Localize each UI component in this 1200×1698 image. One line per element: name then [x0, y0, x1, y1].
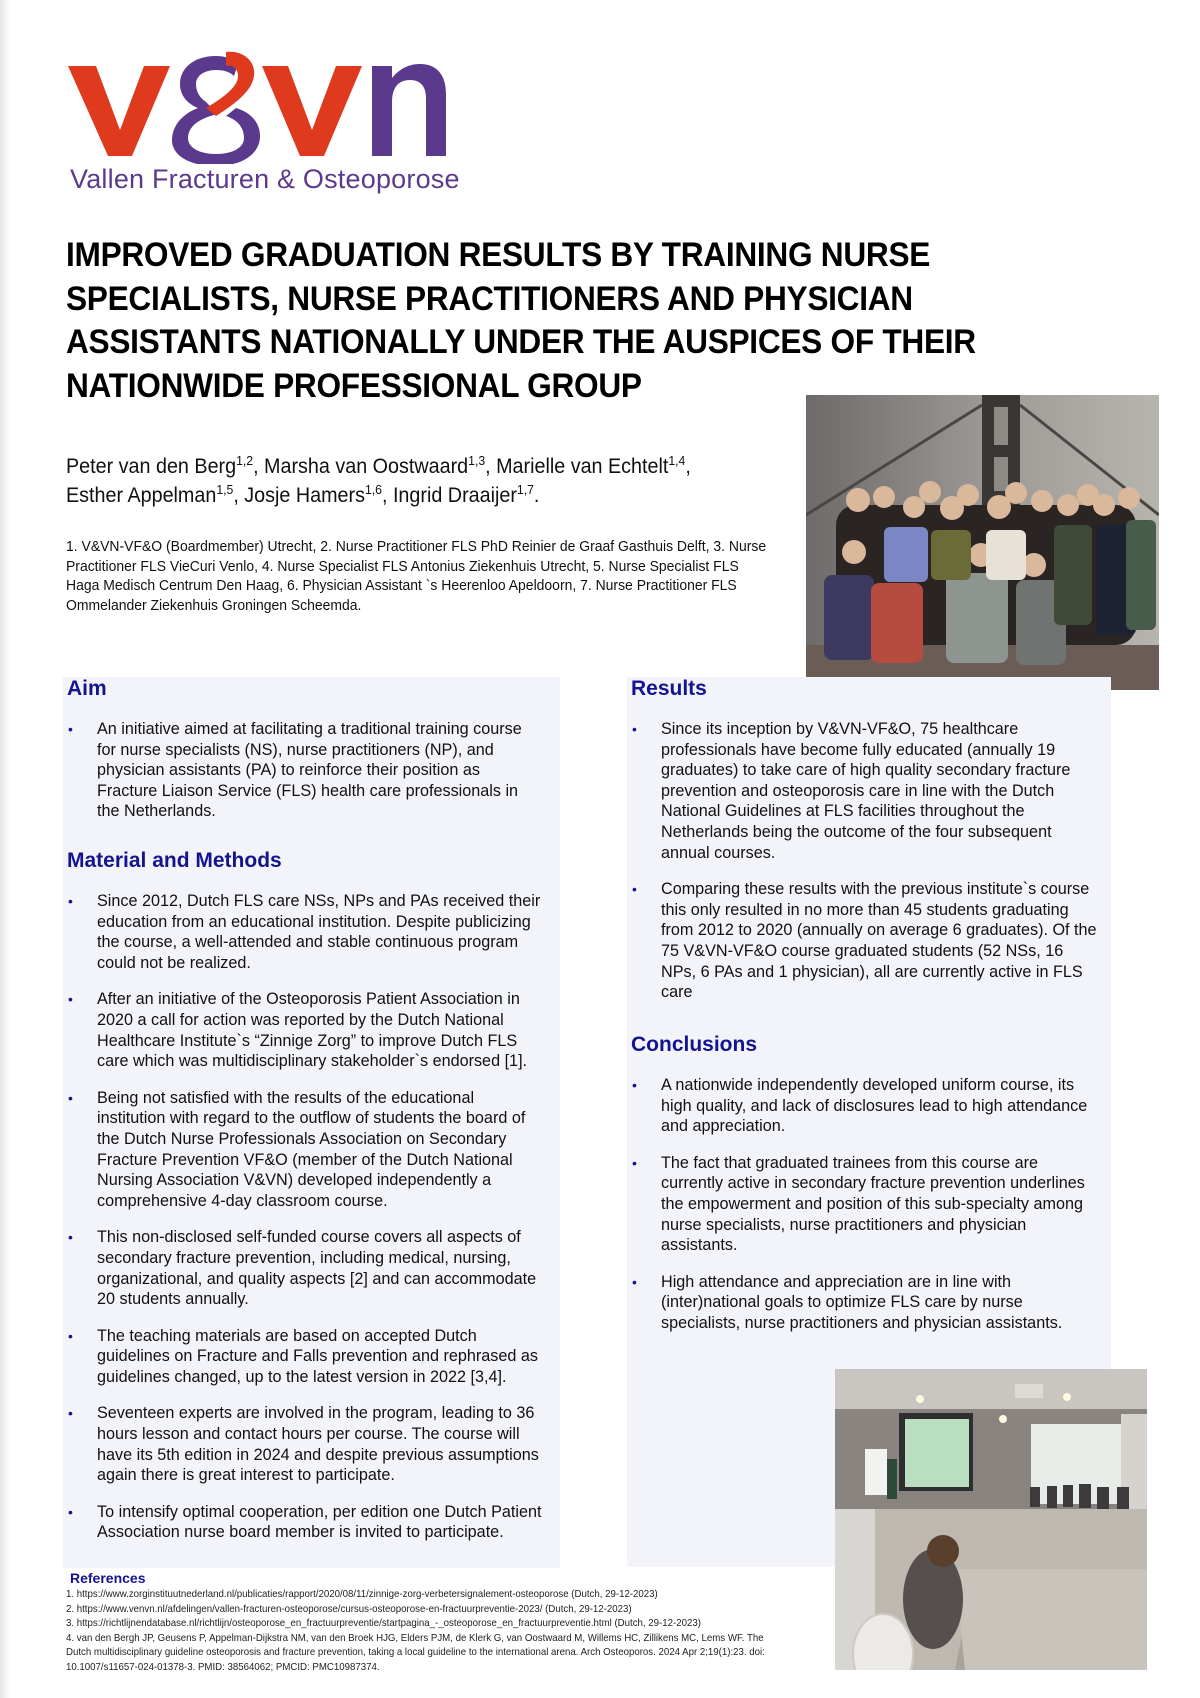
reference-item: 2. https://www.venvn.nl/afdelingen/vallen-fracturen-osteoporose/cursus-osteoporose-en-fractuurpreventie-2023/ (Dutch, 29-12-2023) [66, 1603, 632, 1615]
vvn-logo-mark [66, 44, 446, 164]
bullet-icon: • [68, 893, 73, 909]
list-item: • This non-disclosed self-funded course covers all aspects of secondary fracture prevention, including medical, nursing, organizational, and quality aspects [2] and can accommodate 20 students annually. [68, 1228, 537, 1309]
list-item: • The teaching materials are based on accepted Dutch guidelines on Fracture and Falls prevention and rephrased as guidelines changed, up to the latest version in 2022 [3,4]. [68, 1326, 538, 1386]
poster-title: IMPROVED GRADUATION RESULTS BY TRAINING NURSE SPECIALISTS, NURSE PRACTITIONERS AND PHYSICIAN ASSISTANTS NATIONALLY UNDER THE AUSPICES OF THEIR NATIONWIDE PROFESSIONAL GROUP [66, 236, 976, 405]
vvn-logo [66, 44, 526, 204]
logo-letter-n [372, 64, 446, 156]
methods-heading: Material and Methods [67, 849, 282, 872]
author: Ingrid Draaijer$^{1,7}$. [392, 482, 540, 507]
list-item: • A nationwide independently developed uniform course, its high quality, and lack of disclosures lead to high attendance and appreciation. [632, 1076, 1088, 1136]
bullet-icon: • [632, 1077, 637, 1093]
affiliations: 1. V&VN-VF&O (Boardmember) Utrecht, 2. Nurse Practitioner FLS PhD Reinier de Graaf Gasthuis Delft, 3. Nurse Practitioner FLS VieCuri Venlo, 4. Nurse Specialist FLS Antonius Ziekenhuis Utrecht, 5. Nurse Specialist FLS Haga Medisch Centrum Den Haag, 6. Physician Assistant `s Heerenloo Apeldoorn, 7. Nurse Practitioner FLS Ommelander Ziekenhuis Groningen Scheemda. [66, 538, 767, 614]
author: Josje Hamers$^{1,6}$, [244, 482, 393, 507]
results-bullets [631, 719, 1101, 1019]
list-item: • Since 2012, Dutch FLS care NSs, NPs and PAs received their education from an educational institution. Despite publicizing the course, a well-attended and stable continuous program could not be realized. [68, 892, 541, 972]
conclusions-heading: Conclusions [631, 1033, 758, 1056]
bullet-icon: • [68, 1089, 73, 1106]
list-item: • Seventeen experts are involved in the program, leading to 36 hours lesson and contact hours per course. The course will have its 5th edition in 2024 and despite previous assumptions again there is great interest to participate. [68, 1404, 539, 1485]
bullet-icon: • [632, 721, 637, 737]
reference-item: 4. van den Bergh JP, Geusens P, Appelman-Dijkstra NM, van den Broek HJG, Elders PJM, de Klerk G, van Oostwaard M, Willems HC, Zillikens MC, Lems WF. The Dutch multidisciplinary guideline osteoporosis and fracture prevention, taking a local guideline to the international arena. Arch Osteoporos. 2024 Apr 2;19(1):23. doi: 10.1007/s11657-024-01378-3. PMID: 38564062; PMCID: PMC10987374. [66, 1632, 765, 1673]
references [66, 1570, 786, 1676]
page-edge-shadow [0, 0, 10, 1698]
author: Marielle van Echtelt$^{1,4}$, [496, 453, 691, 478]
author-list [66, 452, 780, 510]
list-item: • To intensify optimal cooperation, per edition one Dutch Patient Association nurse board member is invited to participate. [68, 1502, 542, 1542]
author: Marsha van Oostwaard$^{1,3}$, [264, 453, 497, 478]
references-list [66, 1588, 786, 1676]
left-panel [63, 677, 560, 1568]
list-item: • The fact that graduated trainees from this course are currently active in secondary fracture prevention underlines the empowerment and position of this sub-specialty among nurse specialists, nurse practitioners and physician assistants. [632, 1153, 1085, 1255]
list-item: • After an initiative of the Osteoporosis Patient Association in 2020 a call for action was reported by the Dutch National Healthcare Institute`s “Zinnige Zorg” to improve Dutch FLS care which was multidisciplinary stakeholder`s endorsed [1]. [68, 990, 528, 1071]
author: Esther Appelman$^{1,5}$, [66, 482, 245, 507]
list-item: • High attendance and appreciation are in line with (inter)national goals to optimize FLS care by nurse specialists, nurse practitioners and physician assistants. [632, 1272, 1063, 1332]
bullet-icon: • [68, 1503, 73, 1520]
bullet-icon: • [632, 1273, 637, 1290]
bullet-icon: • [68, 1229, 73, 1246]
logo-tagline: Vallen Fracturen & Osteoporose [70, 164, 460, 194]
group-photo [806, 395, 1159, 690]
bullet-icon: • [68, 721, 73, 737]
logo-letter-v2 [262, 66, 362, 156]
references-heading: References [70, 1570, 146, 1586]
conclusions-bullets [631, 1075, 1103, 1350]
bullet-icon: • [632, 1154, 637, 1171]
bullet-icon: • [68, 991, 73, 1008]
list-item: • Comparing these results with the previous institute`s course this only resulted in no more than 45 students graduating from 2012 to 2020 (annually on average 6 graduates). Of the 75 V&VN-VF&O course graduated students (52 NSs, 16 NPs, 6 PAs and 1 physician), all are currently active in FLS care [632, 880, 1097, 1002]
reference-item: 1. https://www.zorginstituutnederland.nl/publicaties/rapport/2020/08/11/zinnige-zorg-verbetersignalement-osteoporose (Dutch, 29-12-2023) [66, 1589, 658, 1600]
list-item: • Being not satisfied with the results of the educational institution with regard to the outflow of students the board of the Dutch Nurse Professionals Association on Secondary Fracture Prevention VF&O (member of the Dutch National Nursing Association V&VN) developed independently a comprehensive 4-day classroom course. [68, 1088, 526, 1210]
reference-item: 3. https://richtlijnendatabase.nl/richtlijn/osteoporose_en_fractuurpreventie/startpagina_-_osteoporose_en_fractuurpreventie.html (Dutch, 29-12-2023) [66, 1618, 701, 1630]
methods-bullets [67, 891, 545, 1559]
results-heading: Results [631, 677, 707, 700]
bullet-icon: • [68, 1405, 73, 1422]
logo-letter-v1 [68, 66, 170, 156]
list-item: • An initiative aimed at facilitating a traditional training course for nurse specialists (NS), nurse practitioners (NP), and physician assistants (PA) to reinforce their position as Fracture Liaison Service (FLS) health care professionals in the Netherlands. [68, 720, 522, 821]
aim-heading: Aim [67, 677, 107, 700]
classroom-photo [835, 1369, 1147, 1670]
list-item: • Since its inception by V&VN-VF&O, 75 healthcare professionals have become fully educated (annually 19 graduates) to take care of high quality secondary fracture prevention and osteoporosis care in line with the Dutch National Guidelines at FLS facilities throughout the Netherlands being the outcome of the four subsequent annual courses. [632, 720, 1071, 862]
author: Peter van den Berg$^{1,2}$, [66, 453, 265, 478]
bullet-icon: • [68, 1327, 73, 1344]
aim-bullets [67, 719, 542, 838]
bullet-icon: • [632, 881, 637, 898]
